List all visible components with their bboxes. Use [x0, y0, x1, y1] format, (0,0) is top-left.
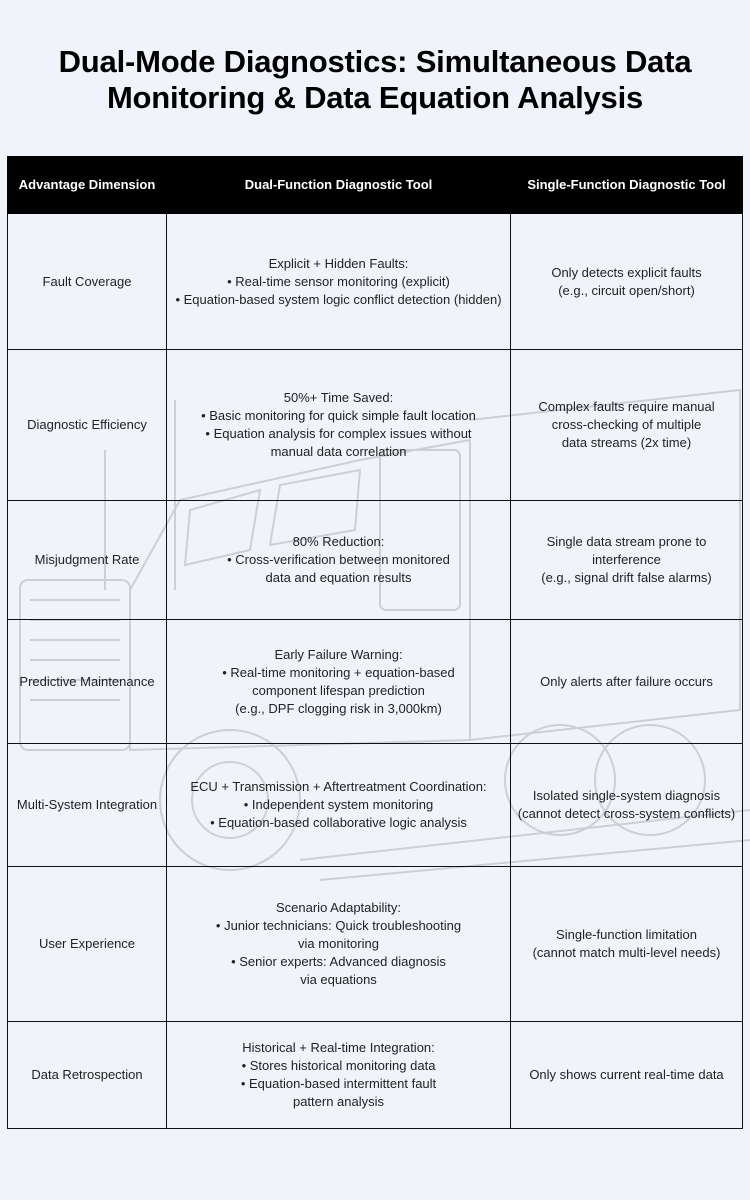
single-cell-line: Single-function limitation: [556, 927, 697, 942]
single-tool-cell: [511, 620, 743, 744]
single-cell-line: (e.g., signal drift false alarms): [541, 570, 712, 585]
dual-cell-line: 50%+ Time Saved:: [283, 390, 394, 405]
dual-cell-line: • Stores historical monitoring data: [241, 1058, 436, 1073]
dual-cell-line: Historical + Real-time Integration:: [242, 1040, 435, 1055]
dual-cell-line: pattern analysis: [292, 1094, 385, 1109]
table-row: [8, 350, 743, 501]
single-tool-cell: [511, 501, 743, 620]
page-title: [0, 44, 750, 116]
dual-cell-line: ECU + Transmission + Aftertreatment Coordination:: [190, 779, 487, 794]
table-row: [8, 1022, 743, 1129]
header-single-function-tool: Single-Function Diagnostic Tool: [511, 157, 743, 214]
dual-cell-line: data and equation results: [265, 570, 412, 585]
dual-cell-line: component lifespan prediction: [252, 682, 425, 698]
dual-cell-line: Explicit + Hidden Faults:: [268, 255, 409, 271]
single-cell-line: Only shows current real-time data: [529, 1067, 724, 1082]
dimension-cell: Multi-System Integration: [8, 744, 167, 867]
dual-tool-cell: [167, 867, 511, 1022]
dual-tool-cell: [167, 744, 511, 867]
single-cell-line: Single data stream prone to: [546, 534, 707, 549]
dual-cell-line: via equations: [300, 972, 377, 987]
dual-cell-line: • Junior technicians: Quick troubleshooting: [215, 918, 462, 933]
dual-tool-cell: [167, 1022, 511, 1129]
single-tool-cell: [511, 867, 743, 1022]
single-tool-cell: [511, 214, 743, 350]
dual-cell-line: manual data correlation: [270, 444, 407, 459]
dual-cell-line: 80% Reduction:: [292, 534, 385, 549]
single-tool-cell: [511, 350, 743, 501]
dimension-cell: Misjudgment Rate: [8, 501, 167, 620]
page-title-line-1: Dual-Mode Diagnostics: Simultaneous Data: [58, 44, 692, 79]
dual-cell-line: Scenario Adaptability:: [275, 900, 402, 915]
dual-tool-cell: [167, 350, 511, 501]
dual-cell-line: • Independent system monitoring: [243, 797, 434, 812]
table-row: [8, 867, 743, 1022]
dual-tool-cell: [167, 214, 511, 350]
dimension-cell: Fault Coverage: [8, 214, 167, 350]
dual-cell-line: • Basic monitoring for quick simple fault location: [201, 408, 476, 423]
dual-cell-line: • Cross-verification between monitored: [227, 552, 450, 567]
dual-cell-line: via monitoring: [298, 936, 379, 951]
single-cell-line: Only alerts after failure occurs: [540, 673, 713, 689]
table-header-row: [8, 157, 743, 214]
single-cell-line: Only detects explicit faults: [551, 264, 702, 280]
table-row: [8, 744, 743, 867]
dual-cell-line: • Real-time monitoring + equation-based: [222, 664, 455, 680]
single-cell-line: (e.g., circuit open/short): [558, 282, 695, 298]
table-row: [8, 214, 743, 350]
page-title-line-2: Monitoring & Data Equation Analysis: [106, 80, 644, 115]
dual-cell-line: • Real-time sensor monitoring (explicit): [227, 273, 450, 289]
dimension-cell: Predictive Maintenance: [8, 620, 167, 744]
dual-cell-line: • Senior experts: Advanced diagnosis: [231, 954, 446, 969]
comparison-table: [7, 156, 743, 1129]
dimension-cell: Data Retrospection: [8, 1022, 167, 1129]
dual-tool-cell: [167, 501, 511, 620]
dual-cell-line: (e.g., DPF clogging risk in 3,000km): [235, 700, 442, 716]
single-cell-line: Isolated single-system diagnosis: [532, 788, 721, 803]
dual-tool-cell: [167, 620, 511, 744]
single-tool-cell: [511, 1022, 743, 1129]
table-row: [8, 620, 743, 744]
dual-cell-line: • Equation analysis for complex issues without: [205, 426, 472, 441]
dimension-cell: User Experience: [8, 867, 167, 1022]
dual-cell-line: • Equation-based system logic conflict detection (hidden): [175, 291, 502, 307]
dual-cell-line: • Equation-based collaborative logic analysis: [210, 815, 467, 830]
dual-cell-line: • Equation-based intermittent fault: [240, 1076, 437, 1091]
single-cell-line: cross-checking of multiple: [551, 417, 702, 432]
single-cell-line: interference: [592, 552, 661, 567]
single-cell-line: (cannot detect cross-system conflicts): [517, 806, 736, 821]
dual-cell-line: Early Failure Warning:: [274, 646, 403, 662]
dimension-cell: Diagnostic Efficiency: [8, 350, 167, 501]
single-cell-line: (cannot match multi-level needs): [532, 945, 721, 960]
single-cell-line: Complex faults require manual: [538, 399, 715, 414]
single-tool-cell: [511, 744, 743, 867]
single-cell-line: data streams (2x time): [561, 435, 692, 450]
table-row: [8, 501, 743, 620]
header-dual-function-tool: Dual-Function Diagnostic Tool: [167, 157, 511, 214]
header-advantage-dimension: Advantage Dimension: [8, 157, 167, 214]
